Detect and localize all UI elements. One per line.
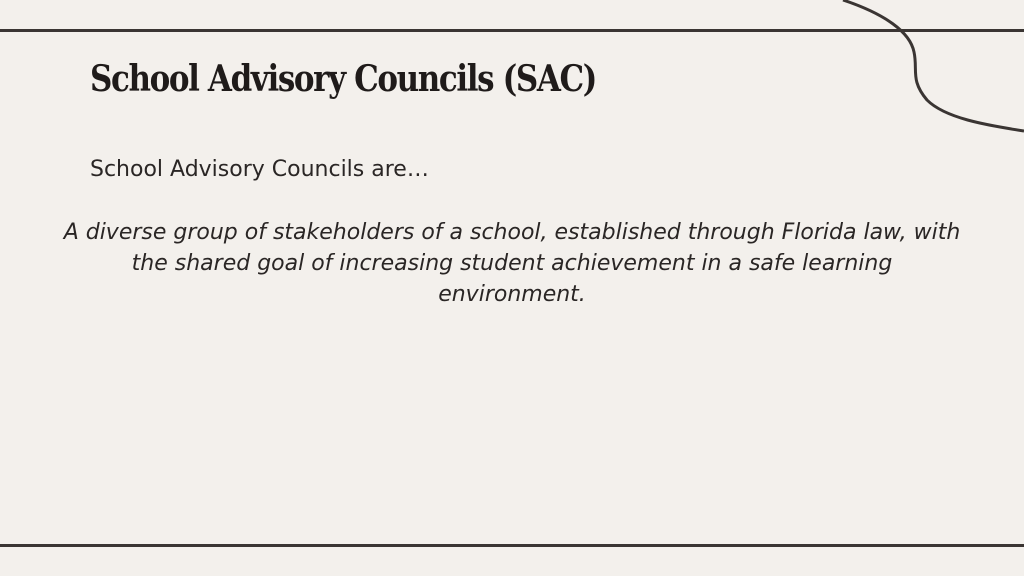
lead-text: School Advisory Councils are… <box>90 157 429 182</box>
slide-title: School Advisory Councils (SAC) <box>90 58 597 100</box>
definition-text: A diverse group of stakeholders of a school, established through Florida law, with the shared goal of increasing student achievement in a safe learning environment. <box>63 220 961 307</box>
bottom-divider-line <box>0 544 1024 547</box>
corner-curve-path <box>843 0 1024 131</box>
top-divider-line <box>0 29 1024 32</box>
